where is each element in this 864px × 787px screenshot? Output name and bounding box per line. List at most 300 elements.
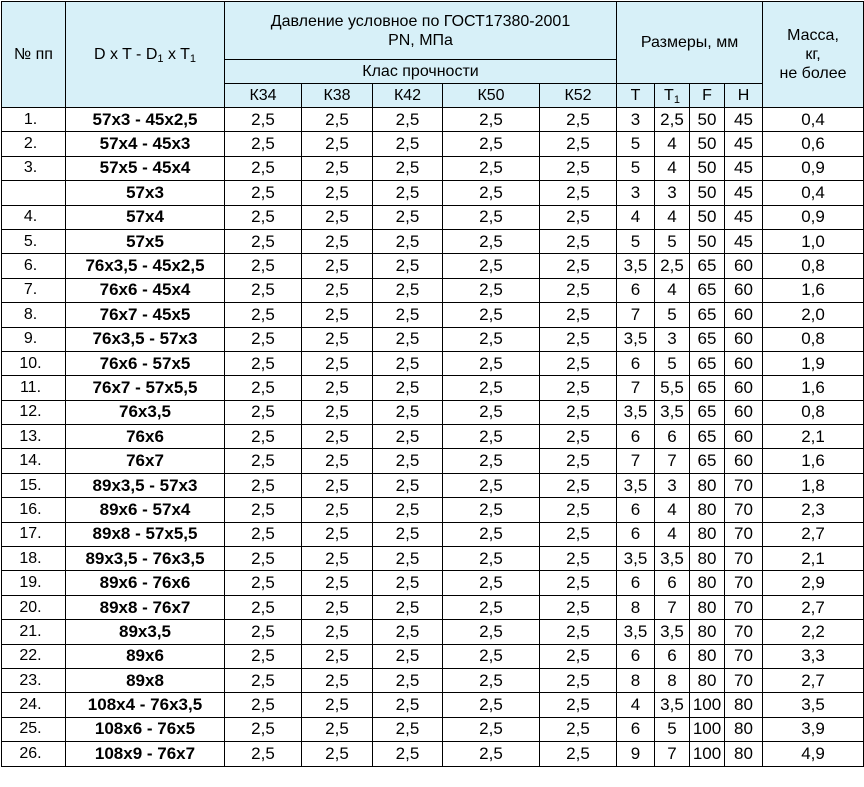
row-mass: 1,6 bbox=[763, 376, 864, 400]
row-pressure-k50: 2,5 bbox=[443, 181, 540, 205]
row-pressure-k42: 2,5 bbox=[373, 473, 443, 497]
row-mass: 0,9 bbox=[763, 205, 864, 229]
row-dim-h: 60 bbox=[725, 425, 763, 449]
row-dim-f: 50 bbox=[690, 108, 725, 132]
row-dim-h: 80 bbox=[725, 742, 763, 766]
row-dim-t1: 4 bbox=[655, 132, 690, 156]
row-designation: 89x3,5 - 57x3 bbox=[66, 473, 225, 497]
row-dim-h: 70 bbox=[725, 473, 763, 497]
row-mass: 4,9 bbox=[763, 742, 864, 766]
header-strength-class: Клас прочности bbox=[225, 60, 617, 84]
row-pressure-k34: 2,5 bbox=[225, 400, 302, 424]
designation-sub2: 1 bbox=[189, 53, 197, 65]
table-row bbox=[2, 425, 864, 449]
row-designation: 76x6 - 45x4 bbox=[66, 278, 225, 302]
row-pressure-k50: 2,5 bbox=[443, 717, 540, 741]
header-mass bbox=[763, 2, 864, 108]
row-number: 1. bbox=[2, 108, 66, 132]
row-pressure-k38: 2,5 bbox=[302, 668, 373, 692]
row-pressure-k38: 2,5 bbox=[302, 644, 373, 668]
row-dim-t: 3,5 bbox=[617, 473, 655, 497]
table-row bbox=[2, 620, 864, 644]
mass-line1: Масса, bbox=[787, 27, 839, 44]
row-number: 2. bbox=[2, 132, 66, 156]
row-designation: 108x6 - 76x5 bbox=[66, 717, 225, 741]
row-dim-t1: 6 bbox=[655, 571, 690, 595]
row-pressure-k34: 2,5 bbox=[225, 644, 302, 668]
row-mass: 3,3 bbox=[763, 644, 864, 668]
row-dim-t: 3,5 bbox=[617, 547, 655, 571]
row-pressure-k50: 2,5 bbox=[443, 205, 540, 229]
row-pressure-k52: 2,5 bbox=[540, 425, 617, 449]
table-row bbox=[2, 498, 864, 522]
row-pressure-k42: 2,5 bbox=[373, 351, 443, 375]
row-pressure-k42: 2,5 bbox=[373, 278, 443, 302]
row-pressure-k38: 2,5 bbox=[302, 693, 373, 717]
table-row bbox=[2, 303, 864, 327]
table-row bbox=[2, 742, 864, 766]
row-pressure-k42: 2,5 bbox=[373, 425, 443, 449]
row-pressure-k38: 2,5 bbox=[302, 351, 373, 375]
row-dim-t: 3,5 bbox=[617, 400, 655, 424]
row-pressure-k34: 2,5 bbox=[225, 229, 302, 253]
row-pressure-k52: 2,5 bbox=[540, 668, 617, 692]
row-dim-t1: 4 bbox=[655, 156, 690, 180]
row-mass: 3,9 bbox=[763, 717, 864, 741]
row-pressure-k52: 2,5 bbox=[540, 620, 617, 644]
row-mass: 1,6 bbox=[763, 278, 864, 302]
row-pressure-k38: 2,5 bbox=[302, 449, 373, 473]
row-dim-h: 70 bbox=[725, 644, 763, 668]
row-pressure-k52: 2,5 bbox=[540, 229, 617, 253]
row-dim-t1: 5 bbox=[655, 351, 690, 375]
header-designation bbox=[66, 2, 225, 108]
row-dim-f: 50 bbox=[690, 229, 725, 253]
row-pressure-k42: 2,5 bbox=[373, 181, 443, 205]
row-dim-f: 80 bbox=[690, 668, 725, 692]
row-pressure-k52: 2,5 bbox=[540, 254, 617, 278]
row-dim-h: 70 bbox=[725, 547, 763, 571]
row-dim-t: 7 bbox=[617, 376, 655, 400]
row-pressure-k50: 2,5 bbox=[443, 498, 540, 522]
row-pressure-k52: 2,5 bbox=[540, 351, 617, 375]
row-pressure-k50: 2,5 bbox=[443, 668, 540, 692]
row-dim-h: 70 bbox=[725, 620, 763, 644]
table-row bbox=[2, 522, 864, 546]
row-pressure-k50: 2,5 bbox=[443, 571, 540, 595]
row-pressure-k34: 2,5 bbox=[225, 181, 302, 205]
row-pressure-k38: 2,5 bbox=[302, 620, 373, 644]
row-dim-t: 6 bbox=[617, 522, 655, 546]
row-pressure-k38: 2,5 bbox=[302, 181, 373, 205]
row-pressure-k34: 2,5 bbox=[225, 132, 302, 156]
row-pressure-k38: 2,5 bbox=[302, 303, 373, 327]
row-dim-t1: 8 bbox=[655, 668, 690, 692]
row-dim-h: 60 bbox=[725, 327, 763, 351]
row-number: 26. bbox=[2, 742, 66, 766]
row-dim-h: 60 bbox=[725, 400, 763, 424]
row-dim-t: 3 bbox=[617, 181, 655, 205]
row-designation: 89x8 - 57x5,5 bbox=[66, 522, 225, 546]
row-number: 8. bbox=[2, 303, 66, 327]
table-row bbox=[2, 351, 864, 375]
row-pressure-k38: 2,5 bbox=[302, 156, 373, 180]
row-designation: 76x6 bbox=[66, 425, 225, 449]
row-dim-t: 3 bbox=[617, 108, 655, 132]
row-pressure-k42: 2,5 bbox=[373, 400, 443, 424]
table-row bbox=[2, 400, 864, 424]
row-pressure-k42: 2,5 bbox=[373, 644, 443, 668]
row-designation: 89x3,5 - 76x3,5 bbox=[66, 547, 225, 571]
mass-line2: кг, bbox=[805, 46, 821, 63]
row-dim-t1: 7 bbox=[655, 742, 690, 766]
row-designation: 89x3,5 bbox=[66, 620, 225, 644]
row-mass: 0,6 bbox=[763, 132, 864, 156]
row-pressure-k42: 2,5 bbox=[373, 595, 443, 619]
row-pressure-k34: 2,5 bbox=[225, 595, 302, 619]
table-row bbox=[2, 132, 864, 156]
row-pressure-k52: 2,5 bbox=[540, 717, 617, 741]
row-dim-h: 60 bbox=[725, 351, 763, 375]
table-header bbox=[2, 2, 864, 108]
row-pressure-k52: 2,5 bbox=[540, 644, 617, 668]
row-dim-t1: 2,5 bbox=[655, 108, 690, 132]
row-pressure-k38: 2,5 bbox=[302, 400, 373, 424]
row-mass: 2,1 bbox=[763, 547, 864, 571]
row-mass: 2,7 bbox=[763, 522, 864, 546]
row-pressure-k34: 2,5 bbox=[225, 278, 302, 302]
row-pressure-k38: 2,5 bbox=[302, 547, 373, 571]
table-row bbox=[2, 547, 864, 571]
table-row bbox=[2, 205, 864, 229]
table-row bbox=[2, 327, 864, 351]
row-pressure-k50: 2,5 bbox=[443, 351, 540, 375]
row-dim-f: 80 bbox=[690, 620, 725, 644]
row-mass: 2,0 bbox=[763, 303, 864, 327]
row-dim-t1: 5,5 bbox=[655, 376, 690, 400]
row-dim-t1: 3,5 bbox=[655, 400, 690, 424]
row-number: 19. bbox=[2, 571, 66, 595]
row-mass: 2,9 bbox=[763, 571, 864, 595]
row-designation: 57x3 bbox=[66, 181, 225, 205]
row-dim-f: 65 bbox=[690, 351, 725, 375]
table-body bbox=[2, 108, 864, 767]
row-pressure-k42: 2,5 bbox=[373, 254, 443, 278]
row-dim-h: 60 bbox=[725, 449, 763, 473]
row-dim-t: 9 bbox=[617, 742, 655, 766]
row-number: 14. bbox=[2, 449, 66, 473]
row-dim-f: 50 bbox=[690, 205, 725, 229]
row-pressure-k42: 2,5 bbox=[373, 156, 443, 180]
row-pressure-k34: 2,5 bbox=[225, 108, 302, 132]
designation-text: D x T - D bbox=[93, 46, 158, 63]
row-number: 16. bbox=[2, 498, 66, 522]
row-mass: 2,7 bbox=[763, 668, 864, 692]
row-pressure-k34: 2,5 bbox=[225, 668, 302, 692]
row-dim-h: 45 bbox=[725, 229, 763, 253]
row-designation: 57x5 bbox=[66, 229, 225, 253]
dim-t1-text: T bbox=[664, 87, 674, 104]
row-dim-f: 65 bbox=[690, 449, 725, 473]
row-pressure-k52: 2,5 bbox=[540, 400, 617, 424]
pressure-line1: Давление условное по ГОСТ17380-2001 bbox=[270, 12, 571, 30]
row-pressure-k52: 2,5 bbox=[540, 449, 617, 473]
row-pressure-k42: 2,5 bbox=[373, 449, 443, 473]
header-dim-f: F bbox=[690, 84, 725, 108]
row-pressure-k34: 2,5 bbox=[225, 425, 302, 449]
row-mass: 0,4 bbox=[763, 108, 864, 132]
row-pressure-k52: 2,5 bbox=[540, 156, 617, 180]
row-dim-h: 60 bbox=[725, 278, 763, 302]
row-pressure-k50: 2,5 bbox=[443, 108, 540, 132]
row-dim-t1: 5 bbox=[655, 717, 690, 741]
row-dim-f: 50 bbox=[690, 156, 725, 180]
row-pressure-k34: 2,5 bbox=[225, 449, 302, 473]
row-pressure-k38: 2,5 bbox=[302, 229, 373, 253]
row-number: 3. bbox=[2, 156, 66, 180]
row-pressure-k34: 2,5 bbox=[225, 303, 302, 327]
row-pressure-k34: 2,5 bbox=[225, 522, 302, 546]
row-mass: 1,6 bbox=[763, 449, 864, 473]
row-designation: 57x4 - 45x3 bbox=[66, 132, 225, 156]
row-mass: 1,9 bbox=[763, 351, 864, 375]
row-mass: 0,8 bbox=[763, 254, 864, 278]
row-dim-h: 45 bbox=[725, 132, 763, 156]
row-number: 12. bbox=[2, 400, 66, 424]
row-pressure-k34: 2,5 bbox=[225, 571, 302, 595]
header-dim-t1 bbox=[655, 84, 690, 108]
row-pressure-k42: 2,5 bbox=[373, 229, 443, 253]
row-dim-t1: 3 bbox=[655, 327, 690, 351]
row-pressure-k42: 2,5 bbox=[373, 693, 443, 717]
row-pressure-k50: 2,5 bbox=[443, 327, 540, 351]
row-pressure-k42: 2,5 bbox=[373, 205, 443, 229]
row-designation: 89x6 - 57x4 bbox=[66, 498, 225, 522]
row-pressure-k42: 2,5 bbox=[373, 327, 443, 351]
row-mass: 0,8 bbox=[763, 400, 864, 424]
table-row bbox=[2, 449, 864, 473]
row-pressure-k50: 2,5 bbox=[443, 254, 540, 278]
row-dim-t: 5 bbox=[617, 156, 655, 180]
row-number: 17. bbox=[2, 522, 66, 546]
row-dim-f: 65 bbox=[690, 376, 725, 400]
row-pressure-k34: 2,5 bbox=[225, 351, 302, 375]
row-dim-t: 4 bbox=[617, 205, 655, 229]
table-row bbox=[2, 595, 864, 619]
row-number: 5. bbox=[2, 229, 66, 253]
row-pressure-k50: 2,5 bbox=[443, 742, 540, 766]
pressure-line2: PN, МПа bbox=[388, 31, 453, 49]
row-pressure-k38: 2,5 bbox=[302, 498, 373, 522]
row-pressure-k38: 2,5 bbox=[302, 254, 373, 278]
row-pressure-k52: 2,5 bbox=[540, 473, 617, 497]
row-mass: 2,3 bbox=[763, 498, 864, 522]
row-number: 9. bbox=[2, 327, 66, 351]
row-pressure-k38: 2,5 bbox=[302, 717, 373, 741]
row-pressure-k50: 2,5 bbox=[443, 620, 540, 644]
row-dim-h: 60 bbox=[725, 254, 763, 278]
row-dim-t: 6 bbox=[617, 278, 655, 302]
row-pressure-k38: 2,5 bbox=[302, 571, 373, 595]
row-pressure-k42: 2,5 bbox=[373, 522, 443, 546]
row-pressure-k38: 2,5 bbox=[302, 595, 373, 619]
row-dim-f: 80 bbox=[690, 644, 725, 668]
row-pressure-k50: 2,5 bbox=[443, 547, 540, 571]
row-dim-h: 70 bbox=[725, 522, 763, 546]
row-pressure-k34: 2,5 bbox=[225, 547, 302, 571]
row-designation: 76x3,5 bbox=[66, 400, 225, 424]
row-pressure-k50: 2,5 bbox=[443, 132, 540, 156]
row-pressure-k52: 2,5 bbox=[540, 181, 617, 205]
row-designation: 89x6 - 76x6 bbox=[66, 571, 225, 595]
row-dim-t1: 5 bbox=[655, 229, 690, 253]
row-pressure-k52: 2,5 bbox=[540, 571, 617, 595]
row-dim-h: 70 bbox=[725, 498, 763, 522]
row-designation: 76x3,5 - 57x3 bbox=[66, 327, 225, 351]
row-designation: 76x7 bbox=[66, 449, 225, 473]
row-pressure-k34: 2,5 bbox=[225, 376, 302, 400]
row-pressure-k50: 2,5 bbox=[443, 473, 540, 497]
row-dim-t1: 6 bbox=[655, 644, 690, 668]
row-designation: 89x8 bbox=[66, 668, 225, 692]
row-pressure-k50: 2,5 bbox=[443, 400, 540, 424]
row-mass: 1,0 bbox=[763, 229, 864, 253]
row-dim-t: 5 bbox=[617, 132, 655, 156]
row-pressure-k34: 2,5 bbox=[225, 742, 302, 766]
row-number: 4. bbox=[2, 205, 66, 229]
row-pressure-k50: 2,5 bbox=[443, 693, 540, 717]
row-pressure-k50: 2,5 bbox=[443, 376, 540, 400]
row-dim-h: 80 bbox=[725, 717, 763, 741]
row-pressure-k34: 2,5 bbox=[225, 473, 302, 497]
row-dim-t1: 5 bbox=[655, 303, 690, 327]
row-pressure-k52: 2,5 bbox=[540, 108, 617, 132]
row-pressure-k42: 2,5 bbox=[373, 742, 443, 766]
row-dim-t1: 6 bbox=[655, 425, 690, 449]
specification-table bbox=[1, 1, 864, 767]
row-dim-t: 3,5 bbox=[617, 327, 655, 351]
row-pressure-k42: 2,5 bbox=[373, 571, 443, 595]
row-pressure-k50: 2,5 bbox=[443, 278, 540, 302]
row-dim-f: 80 bbox=[690, 498, 725, 522]
row-dim-t: 3,5 bbox=[617, 254, 655, 278]
row-dim-f: 100 bbox=[690, 693, 725, 717]
table-row bbox=[2, 254, 864, 278]
row-dim-t1: 7 bbox=[655, 595, 690, 619]
table-row bbox=[2, 108, 864, 132]
row-dim-t1: 3,5 bbox=[655, 547, 690, 571]
row-dim-f: 65 bbox=[690, 303, 725, 327]
row-pressure-k52: 2,5 bbox=[540, 522, 617, 546]
row-mass: 0,4 bbox=[763, 181, 864, 205]
row-dim-f: 80 bbox=[690, 595, 725, 619]
row-dim-f: 100 bbox=[690, 717, 725, 741]
row-designation: 76x7 - 45x5 bbox=[66, 303, 225, 327]
row-pressure-k52: 2,5 bbox=[540, 693, 617, 717]
row-pressure-k42: 2,5 bbox=[373, 668, 443, 692]
row-dim-h: 60 bbox=[725, 376, 763, 400]
row-pressure-k50: 2,5 bbox=[443, 644, 540, 668]
row-pressure-k52: 2,5 bbox=[540, 595, 617, 619]
row-dim-h: 70 bbox=[725, 571, 763, 595]
header-class-2: К38 bbox=[302, 84, 373, 108]
row-pressure-k50: 2,5 bbox=[443, 522, 540, 546]
row-dim-t: 3,5 bbox=[617, 620, 655, 644]
row-dim-t: 6 bbox=[617, 351, 655, 375]
header-class-4: К50 bbox=[443, 84, 540, 108]
table-row bbox=[2, 644, 864, 668]
row-pressure-k34: 2,5 bbox=[225, 620, 302, 644]
row-designation: 89x8 - 76x7 bbox=[66, 595, 225, 619]
table-row bbox=[2, 668, 864, 692]
row-number: 13. bbox=[2, 425, 66, 449]
row-pressure-k52: 2,5 bbox=[540, 327, 617, 351]
header-pressure bbox=[225, 2, 617, 60]
header-no: № пп bbox=[2, 2, 66, 108]
row-number: 6. bbox=[2, 254, 66, 278]
row-designation: 57x5 - 45x4 bbox=[66, 156, 225, 180]
row-dim-f: 65 bbox=[690, 400, 725, 424]
row-pressure-k34: 2,5 bbox=[225, 498, 302, 522]
designation-sub1: 1 bbox=[157, 53, 164, 65]
row-pressure-k42: 2,5 bbox=[373, 717, 443, 741]
row-dim-t: 5 bbox=[617, 229, 655, 253]
row-pressure-k42: 2,5 bbox=[373, 132, 443, 156]
row-pressure-k52: 2,5 bbox=[540, 278, 617, 302]
header-class-1: К34 bbox=[225, 84, 302, 108]
table-row bbox=[2, 181, 864, 205]
row-pressure-k52: 2,5 bbox=[540, 132, 617, 156]
row-dim-f: 65 bbox=[690, 254, 725, 278]
row-number: 23. bbox=[2, 668, 66, 692]
row-pressure-k38: 2,5 bbox=[302, 376, 373, 400]
table-row bbox=[2, 693, 864, 717]
row-dim-f: 80 bbox=[690, 571, 725, 595]
row-pressure-k50: 2,5 bbox=[443, 425, 540, 449]
row-dim-t1: 4 bbox=[655, 498, 690, 522]
row-dim-h: 60 bbox=[725, 303, 763, 327]
row-dim-h: 70 bbox=[725, 595, 763, 619]
row-dim-f: 65 bbox=[690, 425, 725, 449]
row-dim-t1: 4 bbox=[655, 205, 690, 229]
row-pressure-k50: 2,5 bbox=[443, 156, 540, 180]
table-row bbox=[2, 717, 864, 741]
row-pressure-k42: 2,5 bbox=[373, 620, 443, 644]
row-designation: 108x9 - 76x7 bbox=[66, 742, 225, 766]
row-dim-h: 45 bbox=[725, 181, 763, 205]
row-pressure-k34: 2,5 bbox=[225, 327, 302, 351]
row-dim-t1: 2,5 bbox=[655, 254, 690, 278]
row-dim-t: 6 bbox=[617, 425, 655, 449]
row-pressure-k52: 2,5 bbox=[540, 547, 617, 571]
row-dim-h: 70 bbox=[725, 668, 763, 692]
row-dim-t1: 3,5 bbox=[655, 620, 690, 644]
row-mass: 0,9 bbox=[763, 156, 864, 180]
row-designation: 89x6 bbox=[66, 644, 225, 668]
row-number bbox=[2, 181, 66, 205]
row-pressure-k52: 2,5 bbox=[540, 303, 617, 327]
row-pressure-k50: 2,5 bbox=[443, 303, 540, 327]
header-class-3: К42 bbox=[373, 84, 443, 108]
row-dim-t1: 7 bbox=[655, 449, 690, 473]
row-mass: 2,2 bbox=[763, 620, 864, 644]
row-dim-f: 100 bbox=[690, 742, 725, 766]
row-dim-f: 50 bbox=[690, 132, 725, 156]
row-designation: 57x3 - 45x2,5 bbox=[66, 108, 225, 132]
row-pressure-k52: 2,5 bbox=[540, 205, 617, 229]
row-pressure-k38: 2,5 bbox=[302, 327, 373, 351]
table-row bbox=[2, 376, 864, 400]
